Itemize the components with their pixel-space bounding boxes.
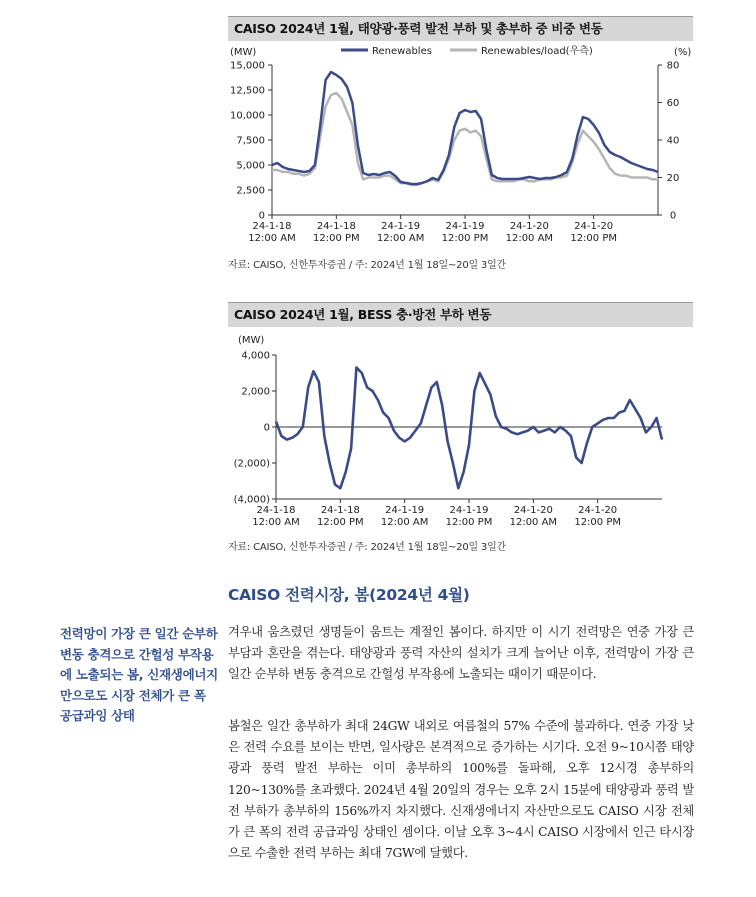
x-tick-label-time: 12:00 PM [574, 517, 621, 528]
paragraph-2: 봄철은 일간 총부하가 최대 24GW 내외로 여름철의 57% 수준에 불과하다. 연중 가장 낮은 전력 수요를 보이는 반면, 일사량은 본격적으로 증가하는 시기다. 오전 9~10시쯤 태양광과 풍력 발전 부하는 이미 총부하의 100%를 돌파해, 오후 12시경 총부하의 120~130%를 초과했다. 2024년 4월 20일의 경우는 오후 2시 15분에 태양광과 풍력 발전 부하가 총부하의 156%까지 차지했다. 신재생에너지 자산만으로도 CAISO 시장 전체가 큰 폭의 전력 공급과잉 상태인 셈이다. 이날 오후 3~4시 CAISO 시장에서 인근 타시장으로 수출한 전력 부하는 최대 7GW에 달했다. [228, 719, 694, 861]
left-tick-label: 10,000 [230, 110, 265, 122]
right-tick-label: 20 [666, 173, 680, 184]
right-tick-label: 0 [669, 210, 677, 222]
x-tick-label-time: 12:00 AM [380, 517, 429, 528]
x-tick-label-time: 12:00 PM [570, 233, 617, 244]
x-tick-label-date: 24-1-20 [509, 221, 549, 232]
x-tick-label-time: 12:00 AM [252, 517, 300, 528]
figure1-title: CAISO 2024년 1월, 태양광·풍력 발전 부하 및 총부하 중 비중 변동 [228, 16, 693, 41]
x-tick-label-date: 24-1-20 [574, 221, 614, 232]
x-tick-label-time: 12:00 AM [509, 517, 558, 528]
left-tick-label: 5,000 [236, 160, 265, 172]
right-tick-label: 60 [666, 98, 680, 109]
x-tick-label-date: 24-1-19 [449, 505, 489, 516]
side-note: 전력망이 가장 큰 일간 순부하 변동 충격으로 간헐성 부작용에 노출되는 봄, 신재생에너지만으로도 시장 전체가 큰 폭 공급과잉 상태 [60, 626, 218, 723]
legend-label-share: Renewables/load(우측) [481, 46, 593, 57]
figure-bess [228, 302, 693, 553]
x-tick-label-time: 12:00 PM [317, 517, 364, 528]
y-tick-label: (4,000) [233, 494, 270, 506]
x-tick-label-date: 24-1-18 [252, 221, 292, 232]
series-line-share [272, 93, 658, 185]
y-tick-label: 4,000 [241, 350, 270, 362]
left-tick-label: 0 [258, 210, 265, 222]
x-tick-label-date: 24-1-18 [316, 221, 356, 232]
right-unit-label: (%) [674, 47, 692, 58]
left-tick-label: 12,500 [230, 85, 265, 97]
left-unit-label: (MW) [230, 47, 257, 58]
x-tick-label-time: 12:00 AM [376, 233, 425, 244]
x-tick-label-time: 12:00 AM [505, 233, 554, 244]
y-tick-label: (2,000) [233, 458, 270, 470]
figure-renewables [228, 16, 693, 271]
x-tick-label-date: 24-1-19 [385, 505, 425, 516]
right-tick-label: 40 [666, 135, 680, 147]
x-tick-label-time: 12:00 PM [445, 517, 493, 528]
x-tick-label-date: 24-1-20 [513, 505, 553, 516]
left-tick-label: 2,500 [236, 185, 265, 197]
unit-label: (MW) [238, 335, 265, 346]
series-line-bess [276, 368, 662, 489]
bess-chart [228, 327, 693, 537]
x-tick-label-date: 24-1-19 [381, 221, 421, 232]
figure1-source: 자료: CAISO, 신한투자증권 / 주: 2024년 1월 18일~20일 3일간 [228, 260, 507, 271]
x-tick-label-time: 12:00 PM [313, 233, 360, 244]
y-tick-label: 0 [263, 422, 270, 434]
x-tick-label-date: 24-1-20 [578, 505, 618, 516]
y-tick-label: 2,000 [241, 386, 270, 398]
x-tick-label-date: 24-1-18 [256, 505, 296, 516]
x-tick-label-time: 12:00 PM [441, 233, 489, 244]
figure2-source: 자료: CAISO, 신한투자증권 / 주: 2024년 1월 18일~20일 3일간 [228, 542, 507, 553]
left-tick-label: 15,000 [230, 60, 265, 72]
x-tick-label-time: 12:00 AM [248, 233, 296, 244]
section-title: CAISO 전력시장, 봄(2024년 4월) [228, 586, 470, 604]
x-tick-label-date: 24-1-18 [320, 505, 360, 516]
renewables-chart [228, 41, 693, 257]
left-tick-label: 7,500 [236, 135, 265, 147]
x-tick-label-date: 24-1-19 [445, 221, 485, 232]
paragraph-1: 겨우내 움츠렸던 생명들이 움트는 계절인 봄이다. 하지만 이 시기 전력망은 연중 가장 큰 부담과 혼란을 겪는다. 태양광과 풍력 자산의 설치가 크게 늘어난 이후, 전력망이 가장 큰 일간 순부하 변동 충격으로 간헐성 부작용에 노출되는 때이기 때문이다. [228, 625, 694, 682]
legend-label-renewables: Renewables [372, 46, 432, 57]
right-tick-label: 80 [666, 60, 680, 72]
figure2-title: CAISO 2024년 1월, BESS 충·방전 부하 변동 [228, 302, 693, 327]
